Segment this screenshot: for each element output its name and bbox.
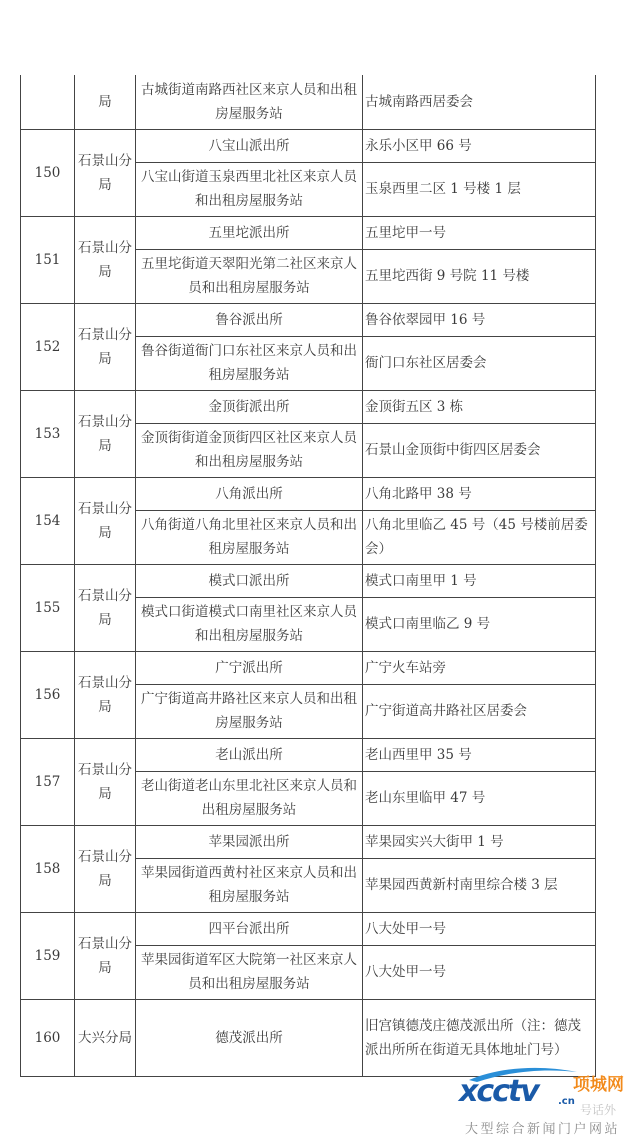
row-number-cell: 154	[21, 477, 75, 564]
table-row	[21, 390, 596, 423]
address-cell: 永乐小区甲 66 号	[363, 129, 596, 162]
site-watermark	[455, 1068, 640, 1139]
row-number-cell: 159	[21, 912, 75, 999]
address-cell: 鲁谷依翠园甲 16 号	[363, 303, 596, 336]
row-number-cell: 156	[21, 651, 75, 738]
branch-cell: 大兴分局	[75, 999, 136, 1076]
address-cell: 五里坨甲一号	[363, 216, 596, 249]
address-cell: 旧宫镇德茂庄德茂派出所（注：德茂派出所所在街道无具体地址门号）	[363, 999, 596, 1076]
station-name-cell: 金顶街街道金顶街四区社区来京人员和出租房屋服务站	[136, 423, 363, 477]
station-name-cell: 模式口派出所	[136, 564, 363, 597]
station-name-cell: 鲁谷街道衙门口东社区来京人员和出租房屋服务站	[136, 336, 363, 390]
station-name-cell: 苹果园派出所	[136, 825, 363, 858]
table-row	[21, 999, 596, 1076]
station-name-cell: 广宁派出所	[136, 651, 363, 684]
branch-cell: 石景山分局	[75, 912, 136, 999]
table-row	[21, 477, 596, 510]
police-station-table-container	[20, 75, 595, 1077]
row-number-cell: 157	[21, 738, 75, 825]
address-cell: 苹果园实兴大街甲 1 号	[363, 825, 596, 858]
address-cell: 老山西里甲 35 号	[363, 738, 596, 771]
station-name-cell: 广宁街道高井路社区来京人员和出租房屋服务站	[136, 684, 363, 738]
row-number-cell: 151	[21, 216, 75, 303]
address-cell: 石景山金顶街中街四区居委会	[363, 423, 596, 477]
station-name-cell: 八宝山街道玉泉西里北社区来京人员和出租房屋服务站	[136, 162, 363, 216]
station-name-cell: 古城街道南路西社区来京人员和出租房屋服务站	[136, 75, 363, 129]
watermark-logo-suffix: .cn	[558, 1096, 575, 1107]
station-name-cell: 八角街道八角北里社区来京人员和出租房屋服务站	[136, 510, 363, 564]
address-cell: 模式口南里甲 1 号	[363, 564, 596, 597]
address-cell: 模式口南里临乙 9 号	[363, 597, 596, 651]
address-cell: 广宁火车站旁	[363, 651, 596, 684]
table-row	[21, 738, 596, 771]
station-name-cell: 德茂派出所	[136, 999, 363, 1076]
branch-cell: 石景山分局	[75, 477, 136, 564]
address-cell: 古城南路西居委会	[363, 75, 596, 129]
table-row	[21, 129, 596, 162]
row-number-cell: 155	[21, 564, 75, 651]
address-cell: 八角北里临乙 45 号（45 号楼前居委会）	[363, 510, 596, 564]
table-row	[21, 303, 596, 336]
station-name-cell: 老山派出所	[136, 738, 363, 771]
branch-cell: 石景山分局	[75, 651, 136, 738]
row-number-cell: 152	[21, 303, 75, 390]
address-cell: 老山东里临甲 47 号	[363, 771, 596, 825]
station-name-cell: 八角派出所	[136, 477, 363, 510]
row-number-cell: 158	[21, 825, 75, 912]
row-number-cell: 160	[21, 999, 75, 1076]
row-number-cell	[21, 75, 75, 129]
branch-cell: 局	[75, 75, 136, 129]
address-cell: 衙门口东社区居委会	[363, 336, 596, 390]
branch-cell: 石景山分局	[75, 564, 136, 651]
branch-cell: 石景山分局	[75, 303, 136, 390]
address-cell: 八大处甲一号	[363, 945, 596, 999]
station-name-cell: 四平台派出所	[136, 912, 363, 945]
station-name-cell: 八宝山派出所	[136, 129, 363, 162]
address-cell: 八大处甲一号	[363, 912, 596, 945]
address-cell: 八角北路甲 38 号	[363, 477, 596, 510]
station-name-cell: 鲁谷派出所	[136, 303, 363, 336]
address-cell: 金顶街五区 3 栋	[363, 390, 596, 423]
address-cell: 玉泉西里二区 1 号楼 1 层	[363, 162, 596, 216]
watermark-tagline: 大型综合新闻门户网站	[465, 1122, 621, 1137]
station-name-cell: 五里坨派出所	[136, 216, 363, 249]
table-row	[21, 564, 596, 597]
table-row-continued	[21, 75, 596, 129]
watermark-logo-text: xcctv	[459, 1074, 538, 1109]
table-row	[21, 912, 596, 945]
police-station-table	[20, 75, 596, 1077]
table-row	[21, 216, 596, 249]
branch-cell: 石景山分局	[75, 129, 136, 216]
branch-cell: 石景山分局	[75, 390, 136, 477]
watermark-faint-text: 号话外	[580, 1103, 617, 1117]
table-row	[21, 651, 596, 684]
table-row	[21, 825, 596, 858]
station-name-cell: 金顶街派出所	[136, 390, 363, 423]
station-name-cell: 模式口街道模式口南里社区来京人员和出租房屋服务站	[136, 597, 363, 651]
address-cell: 苹果园西黄新村南里综合楼 3 层	[363, 858, 596, 912]
branch-cell: 石景山分局	[75, 825, 136, 912]
station-name-cell: 五里坨街道天翠阳光第二社区来京人员和出租房屋服务站	[136, 249, 363, 303]
branch-cell: 石景山分局	[75, 216, 136, 303]
watermark-brand-name: 项城网	[573, 1075, 624, 1095]
station-name-cell: 老山街道老山东里北社区来京人员和出租房屋服务站	[136, 771, 363, 825]
row-number-cell: 153	[21, 390, 75, 477]
address-cell: 五里坨西街 9 号院 11 号楼	[363, 249, 596, 303]
station-name-cell: 苹果园街道西黄村社区来京人员和出租房屋服务站	[136, 858, 363, 912]
station-name-cell: 苹果园街道军区大院第一社区来京人员和出租房屋服务站	[136, 945, 363, 999]
row-number-cell: 150	[21, 129, 75, 216]
address-cell: 广宁街道高井路社区居委会	[363, 684, 596, 738]
branch-cell: 石景山分局	[75, 738, 136, 825]
